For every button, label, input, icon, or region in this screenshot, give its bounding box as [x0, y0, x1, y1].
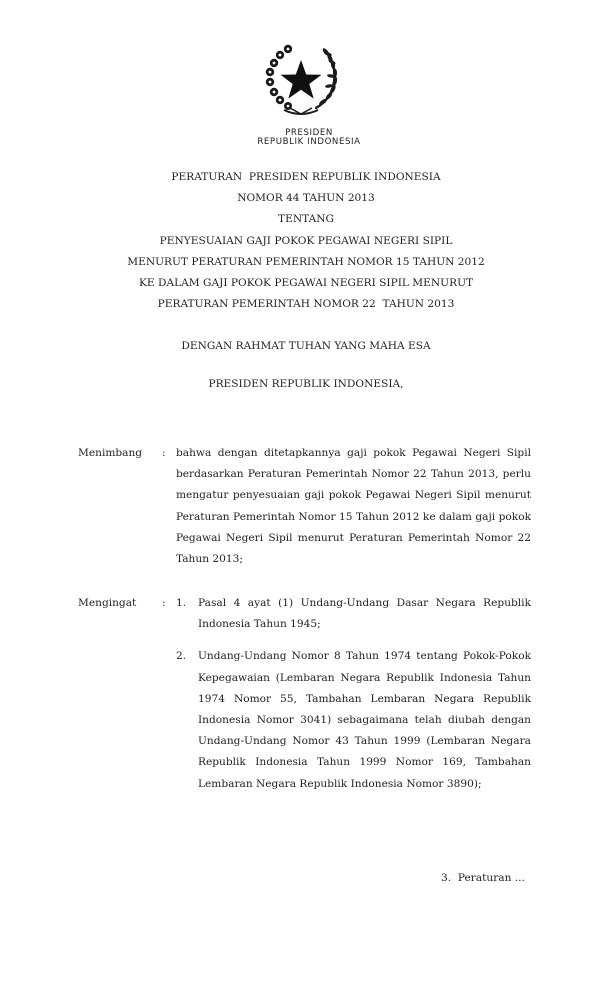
mengingat-list — [176, 593, 531, 795]
title-line-subject-4: PERATURAN PEMERINTAH NOMOR 22 TAHUN 2013 — [157, 298, 455, 311]
menimbang-text: bahwa dengan ditetapkannya gaji pokok Pegawai Negeri Sipil berdasarkan Peraturan Pemerintah Nomor 22 Tahun 2013, perlu mengatur penyesuaian gaji pokok Pegawai Negeri Sipil menurut Peraturan Pemerintah Nomor 15 Tahun 2012 ke dalam gaji pokok Pegawai Negeri Sipil menurut Peraturan Pemerintah Nomor 22 Tahun 2013; — [176, 447, 531, 566]
list-number: 1. — [176, 597, 187, 609]
mengingat-item-2 — [176, 646, 531, 794]
title-line-subject-1: PENYESUAIAN GAJI POKOK PEGAWAI NEGERI SIPIL — [159, 234, 453, 247]
list-text: Undang-Undang Nomor 8 Tahun 1974 tentang Pokok-Pokok Kepegawaian (Lembaran Negara Republik Indonesia Tahun 1974 Nomor 55, Tambahan Lembaran Negara Republik Indonesia Nomor 3041) sebagaimana telah diubah dengan Undang-Undang Nomor 43 Tahun 1999 (Lembaran Negara Republik Indonesia Tahun 1999 Nomor 169, Tambahan Lembaran Negara Republik Indonesia Nomor 3890); — [198, 650, 531, 790]
list-text: Pasal 4 ayat (1) Undang-Undang Dasar Negara Republik Indonesia Tahun 1945; — [198, 597, 531, 631]
preamble-rahmat: DENGAN RAHMAT TUHAN YANG MAHA ESA — [181, 340, 431, 352]
page-continuation-marker: 3. Peraturan ... — [441, 872, 525, 884]
title-line-subject-3: KE DALAM GAJI POKOK PEGAWAI NEGERI SIPIL MENURUT — [138, 277, 474, 290]
title-line-regulation-type: PERATURAN PRESIDEN REPUBLIK INDONESIA — [171, 171, 441, 183]
title-line-subject-2: MENURUT PERATURAN PEMERINTAH NOMOR 15 TAHUN 2012 — [127, 255, 485, 268]
mengingat-colon: : — [162, 597, 166, 609]
preamble-presiden: PRESIDEN REPUBLIK INDONESIA, — [208, 378, 404, 390]
garuda-star-emblem-icon — [260, 42, 342, 120]
menimbang-label: Menimbang — [78, 447, 143, 459]
menimbang-colon: : — [162, 447, 166, 459]
title-line-number: NOMOR 44 TAHUN 2013 — [237, 192, 375, 205]
emblem-caption-republik-indonesia: REPUBLIK INDONESIA — [257, 137, 361, 147]
regulation-title — [0, 167, 612, 315]
mengingat-label: Mengingat — [78, 597, 137, 609]
title-line-tentang: TENTANG — [278, 213, 334, 226]
mengingat-item-1 — [176, 593, 531, 635]
emblem-caption-presiden: PRESIDEN — [285, 128, 333, 138]
list-number: 2. — [176, 650, 187, 663]
